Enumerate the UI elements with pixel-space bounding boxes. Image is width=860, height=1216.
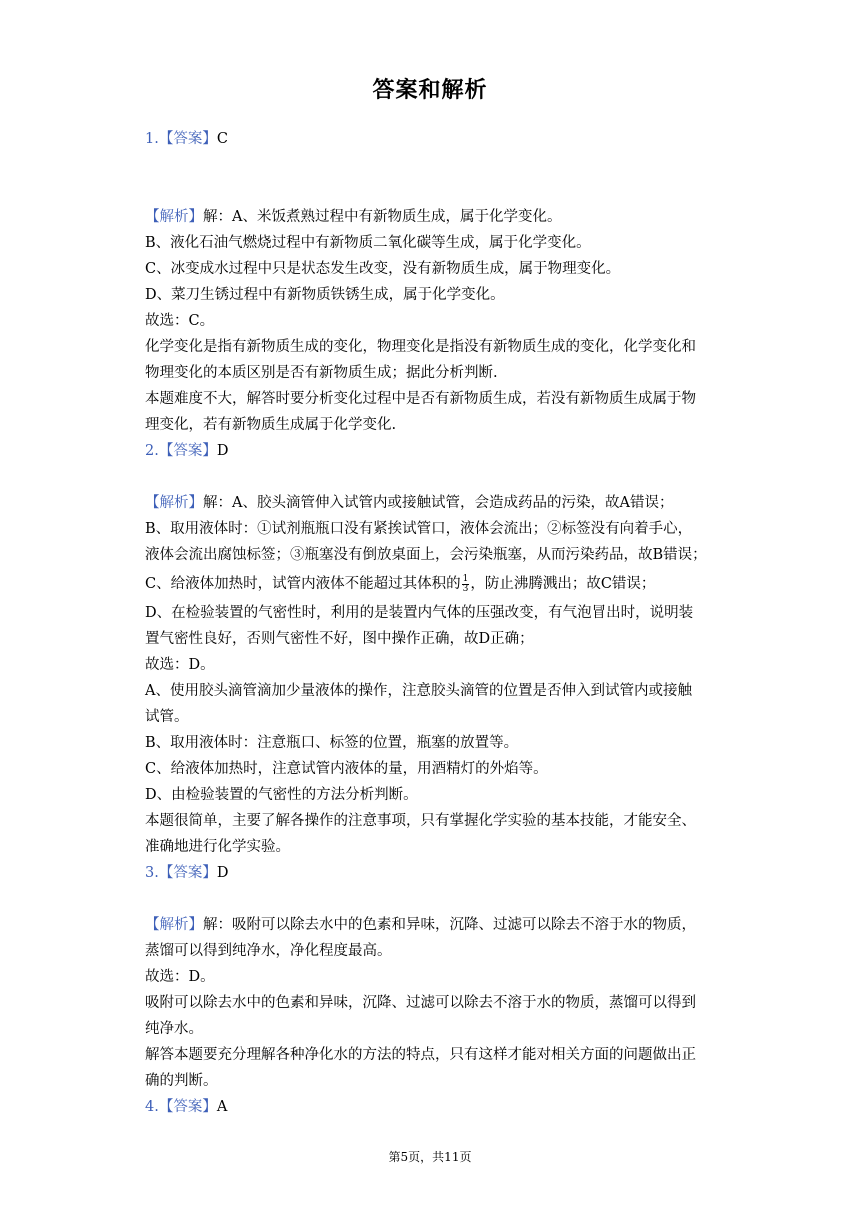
fraction-one-third — [462, 575, 470, 594]
analysis-line-fraction — [145, 570, 723, 602]
answer-tag: 【答案】 — [158, 1099, 217, 1115]
analysis-line: 纯净水。 — [145, 1021, 203, 1037]
analysis-line: 准确地进行化学实验。 — [145, 839, 290, 855]
analysis-line: 本题难度不大，解答时要分析变化过程中是否有新物质生成，若没有新物质生成属于物 — [145, 391, 696, 407]
analysis-line: 确的判断。 — [145, 1073, 218, 1089]
analysis-text: 解：A、米饭煮熟过程中有新物质生成，属于化学变化。 — [203, 209, 562, 225]
question-number: 1. — [145, 131, 159, 147]
analysis-line: 故选：D。 — [145, 969, 215, 985]
analysis-line — [145, 914, 723, 940]
analysis-line: 物理变化的本质区别是否有新物质生成；据此分析判断. — [145, 365, 498, 381]
analysis-line: 解答本题要充分理解各种净化水的方法的特点，只有这样才能对相关方面的问题做出正 — [145, 1047, 696, 1063]
analysis-line: D、由检验装置的气密性的方法分析判断。 — [145, 787, 418, 803]
question-number: 3. — [145, 865, 159, 881]
analysis-tag: 【解析】 — [145, 209, 203, 225]
analysis-line — [145, 206, 723, 232]
fraction-numerator: 1 — [462, 573, 469, 584]
answer-tag: 【答案】 — [158, 865, 217, 881]
fraction-denominator: 3 — [462, 583, 469, 594]
analysis-text: 解：吸附可以除去水中的色素和异味，沉降、过滤可以除去不溶于水的物质， — [203, 917, 696, 933]
analysis-line: 化学变化是指有新物质生成的变化，物理变化是指没有新物质生成的变化，化学变化和 — [145, 339, 696, 355]
analysis-line: B、取用液体时：注意瓶口、标签的位置，瓶塞的放置等。 — [145, 735, 519, 751]
page-title: 答案和解析 — [372, 78, 488, 103]
analysis-line: C、冰变成水过程中只是状态发生改变，没有新物质生成，属于物理变化。 — [145, 261, 621, 277]
answer-tag: 【答案】 — [158, 443, 217, 459]
analysis-tag: 【解析】 — [145, 495, 203, 511]
analysis-line: 试管。 — [145, 709, 189, 725]
answer-line-1 — [145, 128, 723, 154]
analysis-line — [145, 492, 723, 518]
analysis-line: 故选：D。 — [145, 657, 215, 673]
analysis-line: C、给液体加热时，注意试管内液体的量，用酒精灯的外焰等。 — [145, 761, 548, 777]
analysis-line: A、使用胶头滴管滴加少量液体的操作，注意胶头滴管的位置是否伸入到试管内或接触 — [145, 683, 692, 699]
analysis-text: C、给液体加热时，试管内液体不能超过其体积的 — [145, 576, 461, 592]
page-footer: 第5页，共11页 — [388, 1150, 472, 1164]
analysis-text: 解：A、胶头滴管伸入试管内或接触试管，会造成药品的污染，故A错误； — [203, 495, 674, 511]
analysis-text: ，防止沸腾溅出；故C错误； — [470, 576, 656, 592]
analysis-line: D、菜刀生锈过程中有新物质铁锈生成，属于化学变化。 — [145, 287, 505, 303]
analysis-line: 液体会流出腐蚀标签；③瓶塞没有倒放桌面上，会污染瓶塞，从而污染药品，故B错误； — [145, 547, 707, 563]
answer-line-4 — [145, 1096, 723, 1122]
answer-value: D — [216, 443, 229, 459]
analysis-line: 置气密性良好，否则气密性不好，图中操作正确，故D正确； — [145, 631, 534, 647]
question-number: 2. — [145, 443, 159, 459]
analysis-line: 蒸馏可以得到纯净水，净化程度最高。 — [145, 943, 392, 959]
analysis-line: D、在检验装置的气密性时，利用的是装置内气体的压强改变，有气泡冒出时，说明装 — [145, 605, 694, 621]
analysis-line: 理变化，若有新物质生成属于化学变化. — [145, 417, 397, 433]
analysis-line: B、液化石油气燃烧过程中有新物质二氧化碳等生成，属于化学变化。 — [145, 235, 591, 251]
answers-content — [145, 128, 723, 1122]
analysis-line: B、取用液体时：①试剂瓶瓶口没有紧挨试管口，液体会流出；②标签没有向着手心， — [145, 521, 693, 537]
answer-value: D — [216, 865, 229, 881]
answer-value: C — [216, 131, 228, 147]
question-number: 4. — [145, 1099, 159, 1115]
answer-line-2 — [145, 440, 723, 466]
answer-value: A — [216, 1099, 228, 1115]
analysis-line: 吸附可以除去水中的色素和异味，沉降、过滤可以除去不溶于水的物质，蒸馏可以得到 — [145, 995, 696, 1011]
analysis-line: 本题很简单，主要了解各操作的注意事项，只有掌握化学实验的基本技能，才能安全、 — [145, 813, 696, 829]
analysis-tag: 【解析】 — [145, 917, 203, 933]
answer-line-3 — [145, 862, 723, 888]
answer-tag: 【答案】 — [158, 131, 217, 147]
analysis-line: 故选：C。 — [145, 313, 215, 329]
